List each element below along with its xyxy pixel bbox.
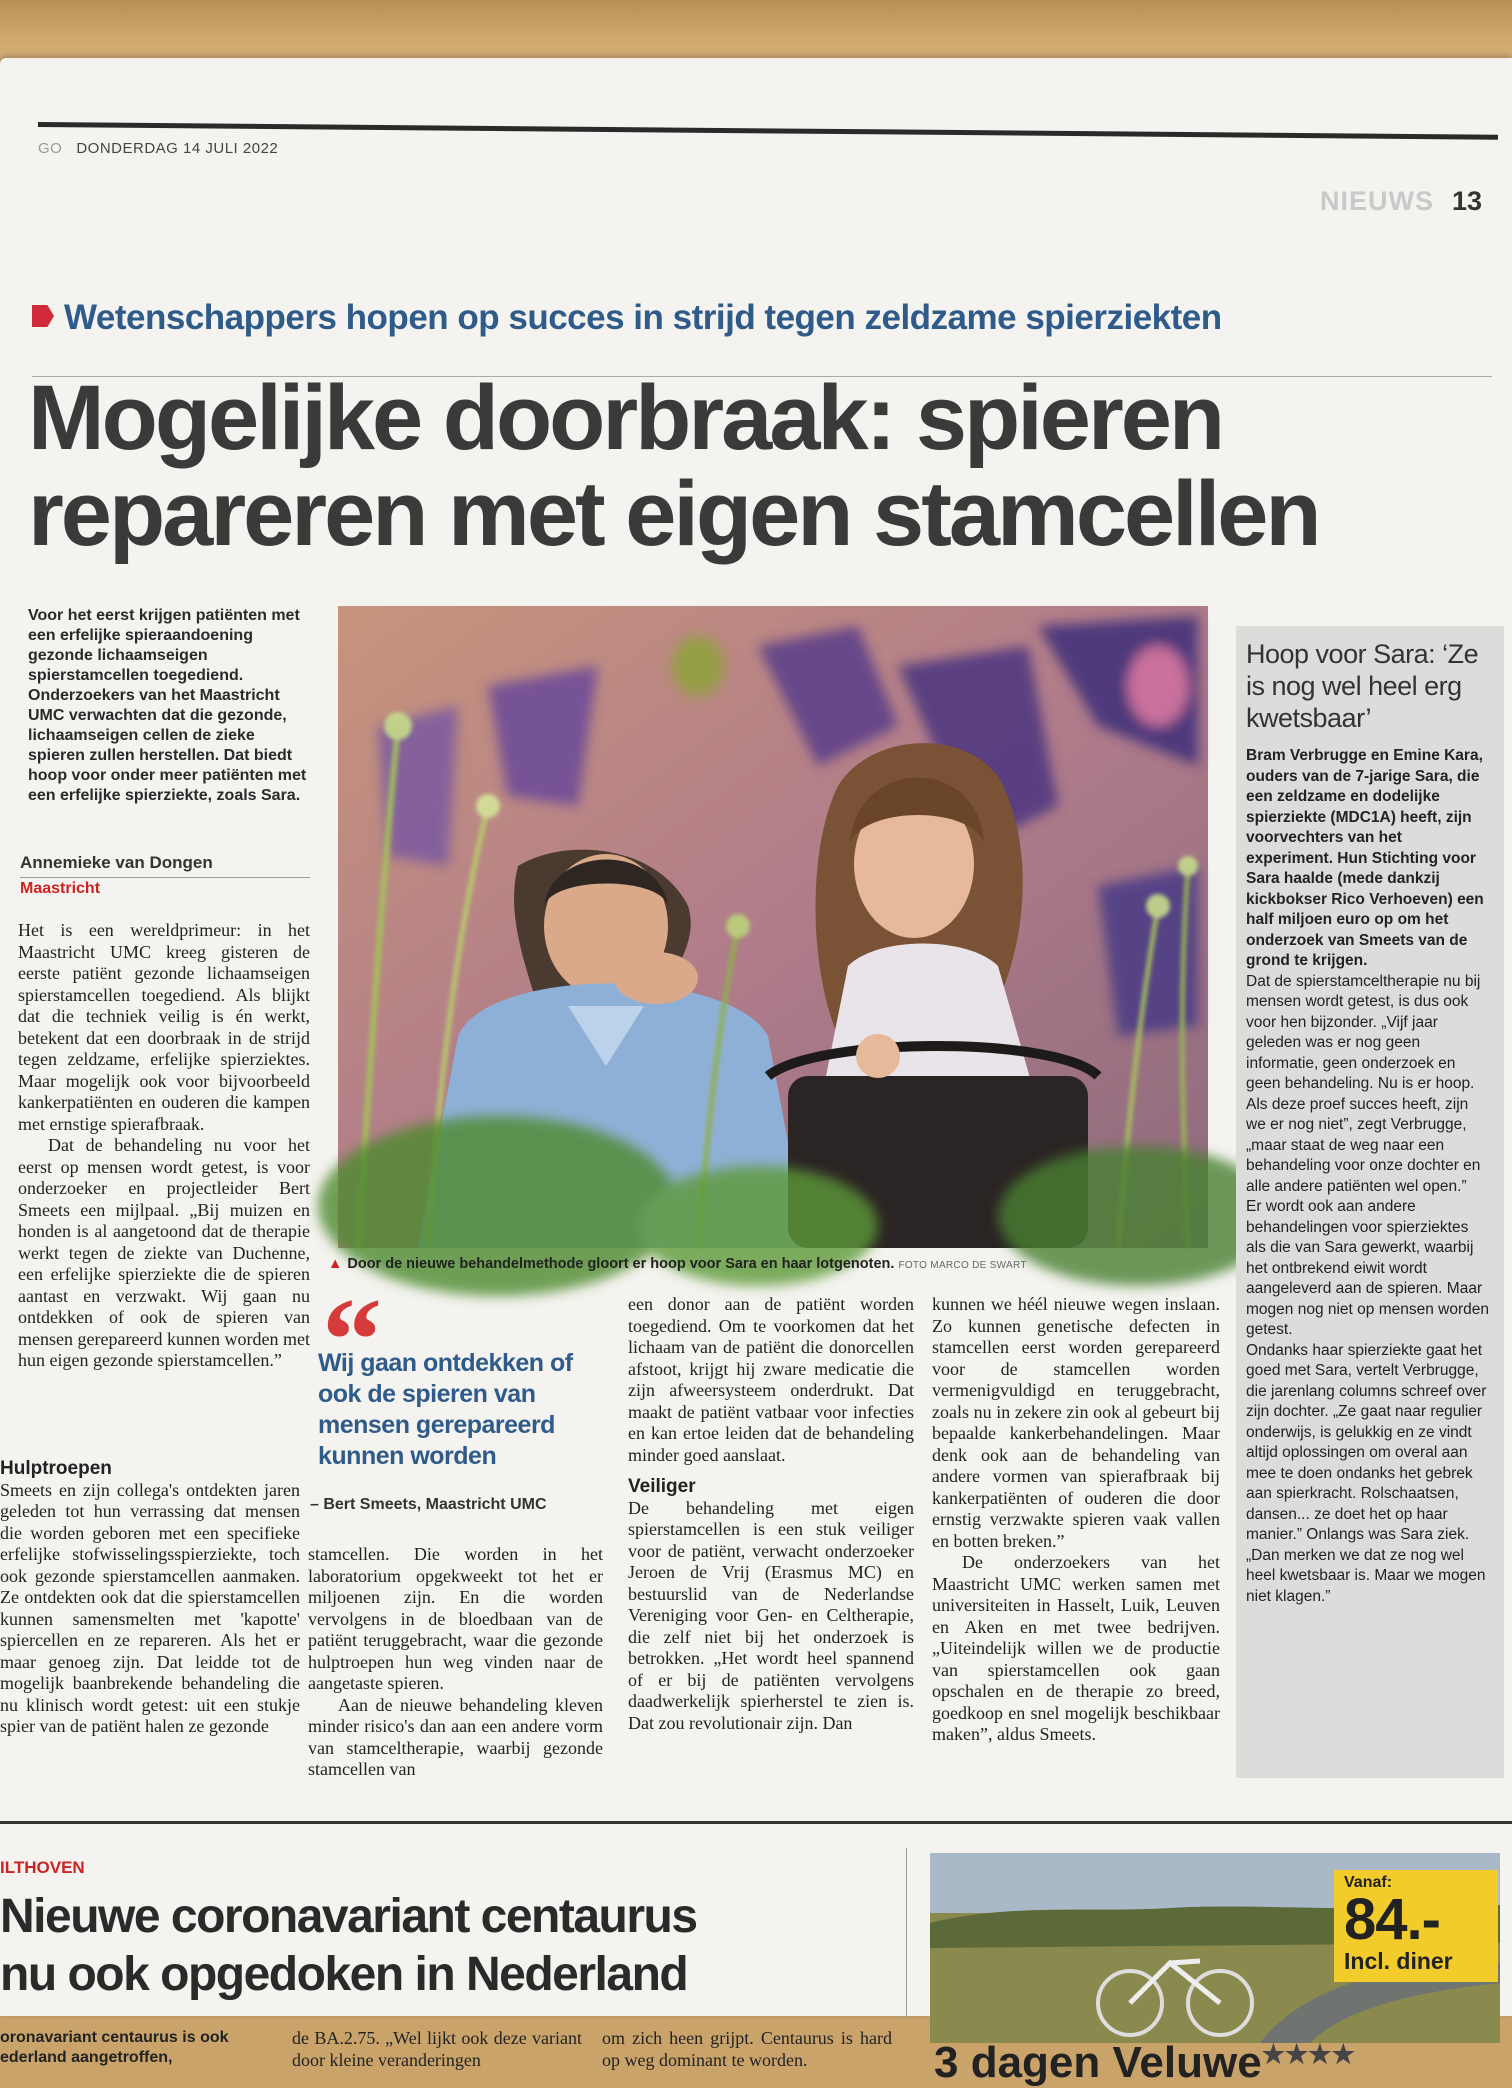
bottom-article-column-3: om zich heen grijpt. Centaurus is hard op weg dominant te worden. xyxy=(602,2028,892,2070)
ad-price: 84.- xyxy=(1344,1887,1440,1952)
newspaper-page xyxy=(0,58,1512,2087)
paragraph: De onderzoekers van het Maastricht UMC werken samen met universiteiten in Hasselt, Luik, Leuven en Aken en met twee bedrijven. „Uiteindelijk willen we de productie van spierstamcellen ook gaan opschalen en de therapie zo breed, goedkoop en snel mogelijk beschikbaar maken”, aldus Smeets. xyxy=(932,1552,1220,1744)
caption-triangle-icon: ▲ xyxy=(328,1256,343,1272)
headline-line-2: repareren met eigen stamcellen xyxy=(28,463,1319,565)
bottom-article-location: ILTHOVEN xyxy=(0,1858,85,1877)
sidebar-paragraph: Dat de spierstamceltherapie nu bij mensen wordt getest, is dus ook voor hen bijzonder. „Vijf jaar geleden was er nog geen informatie, geen onderzoek en geen behandeling. Nu is er hoop. Als deze proef succes heeft, zijn we er nog niet”, zegt Verbrugge, „maar staat de weg naar een behandeling voor onze dochter en alle andere patiënten wel open.” xyxy=(1246,972,1481,1195)
paragraph: stamcellen. Die worden in het laboratorium opgekweekt tot het er miljoenen zijn. En die worden vervolgens in de bloedbaan van de patiënt teruggebracht, waar die gezonde hulptroepen hun weg vinden naar de aangetaste spieren. xyxy=(308,1544,603,1693)
bottom-column-divider xyxy=(906,1848,907,2018)
ad-stars-icon: ★★★★ xyxy=(1261,2039,1355,2069)
kicker-arrow-icon xyxy=(32,305,54,327)
ad-title xyxy=(934,2038,1355,2088)
headline-line-1: Mogelijke doorbraak: spieren xyxy=(28,367,1223,469)
bottom-article-headline xyxy=(0,1888,900,2004)
quote-mark-icon: “ xyxy=(322,1273,382,1406)
sidebar-paragraph: Ondanks haar spierziekte gaat het goed met Sara, vertelt Verbrugge, die jarenlang columns schreef over zijn dochter. „Ze gaat naar regulier onderwijs, is gelukkig en ze vindt altijd oplossingen om overal aan mee te doen ondanks het gebrek aan spierkracht. Rolschaatsen, dansen... ze doet het op haar manier.” Onlangs was Sara ziek. „Dan merken we dat ze nog wel heel kwetsbaar is. Maar we mogen niet klagen.” xyxy=(1246,1341,1487,1605)
article-column-4 xyxy=(932,1294,1220,1746)
caption-text: Door de nieuwe behandelmethode gloort er hoop voor Sara en haar lotgenoten. xyxy=(347,1256,895,1272)
paragraph: Het is een wereldprimeur: in het Maastricht UMC kreeg gisteren de eerste patiënt gezonde lichaamseigen spierstamcellen toegediend. Als blijkt dat die techniek veilig is én werkt, betekent dat een doorbraak in de strijd tegen zeldzame, erfelijke spierziektes. Maar mogelijk ook voor bijvoorbeeld kankerpatiënten en ouderen die kampen met ernstige spierafbraak. xyxy=(18,920,310,1134)
paragraph: De behandeling met eigen spierstamcellen is een stuk veiliger voor de patiënt, verwacht onderzoeker Jeroen de Vrij (Erasmus MC) en bestuurslid van de Nederlandse Vereniging voor Gen- en Celtherapie, die zelf niet bij het onderzoek is betrokken. „Het wordt heel spannend of er bij de patiënten vervolgens daadwerkelijk spierherstel te zien is. Dat zou revolutionair zijn. Dan xyxy=(628,1497,914,1733)
sidebar-lead: Bram Verbrugge en Emine Kara, ouders van de 7-jarige Sara, die een zeldzame en dodelijke spierziekte (MDC1A) heeft, zijn voorvechters van het experiment. Hun Stichting voor Sara haalde (mede dankzij kickbokser Rico Verhoeven) een half miljoen euro op om het onderzoek van Smeets van de grond te krijgen. xyxy=(1246,747,1484,969)
bottom-headline-line-1: Nieuwe coronavariant centaurus xyxy=(0,1890,697,1943)
edition-label: GO xyxy=(38,140,63,157)
ad-includes: Incl. diner xyxy=(1344,1948,1453,1974)
header-rule xyxy=(38,122,1498,140)
kicker-text: Wetenschappers hopen op succes in strijd tegen zeldzame spierziekten xyxy=(64,298,1222,337)
subheading-hulptroepen: Hulptroepen xyxy=(0,1458,112,1479)
photo-credit: FOTO MARCO DE SWART xyxy=(898,1260,1027,1271)
photo-caption xyxy=(328,1256,1208,1272)
sidebar-box xyxy=(1236,626,1504,1778)
dateline-location: Maastricht xyxy=(20,880,101,897)
subheading-veiliger: Veiliger xyxy=(628,1476,696,1497)
section-name: NIEUWS xyxy=(1319,186,1434,216)
bottom-section-rule xyxy=(0,1821,1512,1824)
page-number: 13 xyxy=(1451,186,1482,216)
sidebar-paragraph: Er wordt ook aan andere behandelingen voor spierziektes als die van Sara gewerkt, waarbij het ontbrekend eiwit wordt aangeleverd aan de spieren. Maar mogen nog niet op mensen worden getest. xyxy=(1246,1198,1489,1338)
sidebar-title: Hoop voor Sara: ‘Ze is nog wel heel erg kwetsbaar’ xyxy=(1246,639,1479,733)
paragraph: kunnen we héél nieuwe wegen inslaan. Zo kunnen genetische defecten in stamcellen eerst worden gerepareerd voor de stamcellen worden vermenigvuldigd en teruggebracht, zoals nu in zekere zin ook al gebeurt bij bepaalde kankerbehandelingen. Maar denk ook aan de behandeling van andere vormen van spierafbraak bij kankerpatiënten of ouderen die door ernstig verzwakte spieren vaak vallen en botten breken.” xyxy=(932,1294,1220,1551)
article-photo xyxy=(338,606,1208,1248)
ad-price-tag xyxy=(1334,1870,1498,1982)
ad-title-text: 3 dagen Veluwe xyxy=(934,2038,1262,2087)
issue-date: DONDERDAG 14 JULI 2022 xyxy=(76,140,279,157)
article-column-1-continued xyxy=(0,1448,300,1738)
dateline xyxy=(38,140,278,157)
bottom-headline-line-2: nu ook opgedoken in Nederland xyxy=(0,1948,688,2001)
article-headline xyxy=(28,367,1508,565)
paragraph: Aan de nieuwe behandeling kleven minder risico's dan aan een andere vorm van stamceltherapie, waarbij gezonde stamcellen van xyxy=(308,1694,603,1779)
article-column-2 xyxy=(308,1544,603,1781)
author-byline: Annemieke van Dongen xyxy=(20,853,310,878)
paragraph: een donor aan de patiënt worden toegediend. Om te voorkomen dat het lichaam van de patiënt die donorcellen afstoot, krijgt hij zware medicatie die zijn afweersysteem onderdrukt. Dat maakt de patiënt vatbaar voor infecties en kan ertoe leiden dat de behandeling minder goed aanslaat. xyxy=(628,1294,914,1465)
article-column-1 xyxy=(18,920,310,1372)
pull-quote: Wij gaan ontdekken of ook de spieren van mensen gerepareerd kunnen worden xyxy=(318,1349,573,1470)
bottom-article-lead: oronavariant centaurus is ook ederland aangetroffen, xyxy=(0,2029,229,2066)
ad-from-label: Vanaf: xyxy=(1344,1874,1393,1891)
pull-quote-attribution: – Bert Smeets, Maastricht UMC xyxy=(310,1496,547,1513)
article-kicker xyxy=(32,298,1222,338)
paragraph: Smeets en zijn collega's ontdekten jaren geleden tot hun verrassing dat mensen die worden geboren met een specifieke erfelijke stofwisselingsspierziekte, toch ook gezonde spierstamcellen aanmaken. Ze ontdekten ook dat die spierstamcellen kunnen samensmelten met 'kapotte' spiercellen en ze repareren. Als het er maar genoeg zijn. Dat leidde tot de mogelijk baanbrekende behandeling die nu klinisch wordt getest: uit een stukje spier van de patiënt halen ze gezonde xyxy=(0,1479,300,1736)
paragraph: Dat de behandeling nu voor het eerst op mensen wordt getest, is voor onderzoeker en projectleider Bert Smeets een mijlpaal. „Bij muizen en honden is al aangetoond dat de therapie werkt tegen de ziekte van Duchenne, een erfelijke spierziekte die de spieren aantast en verzwakt. Wij gaan nu ontdekken of ook de spieren van mensen gerepareerd kunnen worden met hun eigen gezonde spierstamcellen.” xyxy=(18,1135,310,1370)
article-lead: Voor het eerst krijgen patiënten met een erfelijke spieraandoening gezonde lichaamseigen spierstamcellen toegediend. Onderzoekers van het Maastricht UMC verwachten dat die gezonde, lichaamseigen cellen de zieke spieren zullen herstellen. Dat biedt hoop voor onder meer patiënten met een erfelijke spierziekte, zoals Sara. xyxy=(28,607,307,804)
section-header xyxy=(1320,186,1482,217)
article-column-3 xyxy=(628,1294,914,1734)
photo-illustration xyxy=(338,606,1208,1248)
bottom-article-column-2: de BA.2.75. „Wel lijkt ook deze variant door kleine veranderingen xyxy=(292,2028,582,2070)
